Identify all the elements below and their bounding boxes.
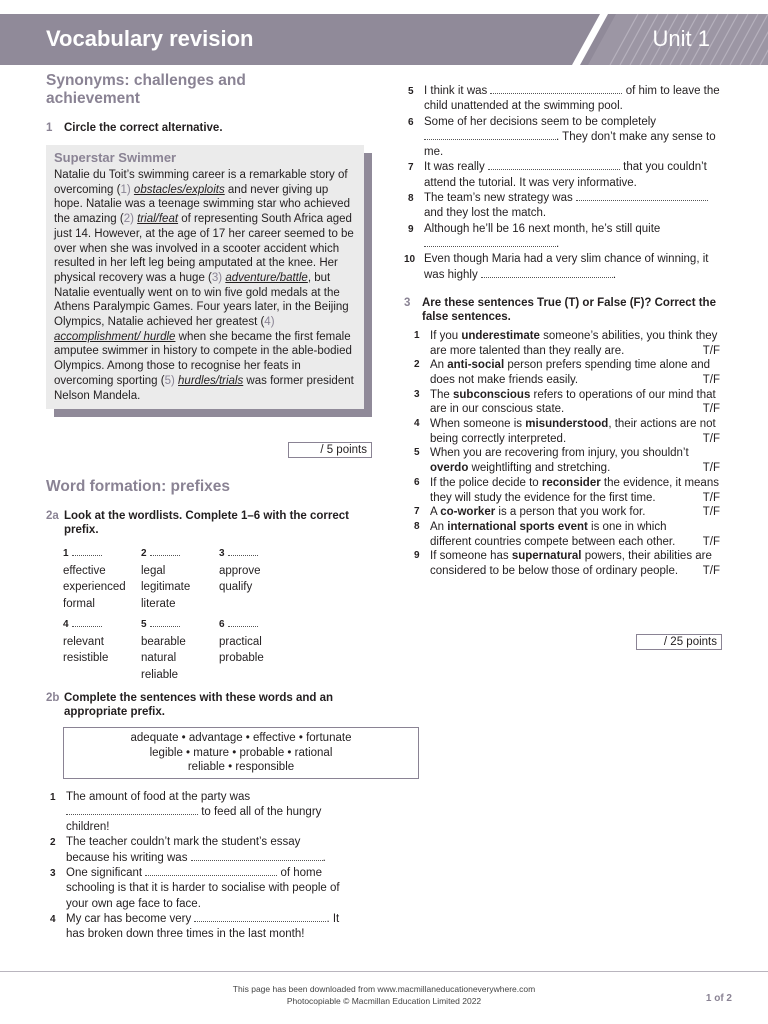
footer-divider [0,971,768,972]
wordlist-2: 2 legal legitimate literate [141,548,191,610]
word-box: adequate • advantage • effective • fortunate legible • mature • probable • rational reliable • responsible [63,727,419,779]
points-box-section1: / 5 points [288,442,372,458]
answer-blank[interactable] [191,851,323,861]
answer-blank[interactable] [424,237,556,247]
sentence-item: 1 The amount of food at the party was to feed all of the hungry children! [50,790,322,834]
answer-blank[interactable] [145,866,277,876]
tf-item: 8 An international sports event is one in which different countries compete between each other. T/F [414,521,720,548]
footer-download-note: This page has been downloaded from www.macmillaneducationeverywhere.com [232,984,536,994]
wordlist-6: 6 practical probable [219,619,264,664]
points-box-right: / 25 points [636,634,722,650]
prefix-blank-6[interactable] [228,617,258,627]
wordlist-1: 1 effective experienced formal [63,548,126,610]
story-text: Natalie du Toit’s swimming career is a remarkable story of overcoming (1) obstacles/exploits and never giving up hope. Natalie was a teenage swimming star who achieved the amazing (2) trial/feat of representing South Africa aged just 14. However, at the age of 17 her career seemed to be over when she was involved in a scooter accident which resulted in her left leg being amputated at the knee. Her physical recovery was a huge (3) adventure/battle, but Natalie eventually went on to win five gold medals at the Athens Paralympic Games. Four years later, in the Beijing Olympics, Natalie achieved her greatest (4) accomplishment/ hurdle when she became the first female amputee swimmer in history to compete in the able-bodied Olympics. Among those to recognise her feats in overcoming sporting (5) hurdles/trials was former president Nelson Mandela. [54,169,354,402]
tf-choice[interactable]: T/F [702,344,720,357]
sentence-item: 10 Even though Maria had a very slim chance of winning, it was highly . [404,253,709,281]
answer-blank[interactable] [490,84,622,94]
sentence-item: 8 The team’s new strategy was and they lost the match. [404,191,724,222]
footer [0,983,768,1007]
question-3-heading: 3 Are these sentences True (T) or False (F)? Correct the false sentences. [404,296,716,323]
left-column [46,72,376,409]
footer-copyright: Photocopiable © Macmillan Education Limited 2022 [286,996,482,1006]
unit-label: Unit 1 [652,26,710,51]
answer-blank[interactable] [424,130,556,140]
true-false-list [404,329,724,579]
answer-blank[interactable] [481,268,613,278]
answer-blank[interactable] [66,805,198,815]
sentence-item: 4 My car has become very . It has broken down three times in the last month! [50,912,340,941]
tf-choice[interactable]: T/F [702,462,720,475]
sentence-item: 5 I think it was of him to leave the child unattended at the swimming pool. [408,85,720,113]
word-formation-section [46,478,376,942]
wordlist-5: 5 bearable natural reliable [141,619,186,681]
answer-blank[interactable] [194,912,326,922]
tf-item: 3 The subconscious refers to operations of our mind that are in our conscious state. T/F [414,388,720,416]
tf-item: 4 When someone is misunderstood, their actions are not being correctly interpreted. T/F [414,418,720,445]
alternative-1[interactable]: obstacles/exploits [133,183,225,196]
prefix-blank-3[interactable] [228,546,258,556]
alternative-4[interactable]: accomplishment/ hurdle [54,330,176,343]
tf-choice[interactable]: T/F [702,491,720,504]
wordlists [63,545,376,683]
prefix-blank-5[interactable] [150,617,180,627]
story-box [46,145,364,409]
header-bar [0,14,768,65]
sentence-item: 2 The teacher couldn’t mark the student’s essay because his writing was . [50,836,326,864]
answer-blank[interactable] [488,160,620,170]
tf-choice[interactable]: T/F [702,432,720,445]
right-column [404,84,724,579]
alternative-5[interactable]: hurdles/trials [178,374,244,387]
alternative-2[interactable]: trial/feat [137,213,179,226]
story-title: Superstar Swimmer [54,150,177,165]
sentence-item: 6 Some of her decisions seem to be completely . They don’t make any sense to me. [408,115,716,159]
sentence-item: 9 Although he’ll be 16 next month, he’s still quite . [408,222,661,250]
wordlist-4: 4 relevant resistible [63,619,109,664]
question-1-heading: 1 Circle the correct alternative. [46,122,223,134]
sentence-item: 7 It was really that you couldn’t attend the tutorial. It was very informative. [408,161,707,189]
tf-choice[interactable]: T/F [702,565,720,578]
section-title-synonyms: Synonyms: challenges and achievement [46,72,246,107]
prefix-blank-1[interactable] [72,546,102,556]
tf-item: 5 When you are recovering from injury, you shouldn’t overdo weightlifting and stretching. T/F [414,447,720,475]
tf-item: 9 If someone has supernatural powers, their abilities are considered to be below those of ordinary people. T/F [414,550,720,578]
tf-choice[interactable]: T/F [702,535,720,548]
tf-item: 1 If you underestimate someone’s abilities, you think they are more talented than they really are. T/F [414,329,720,357]
question-2a-heading: 2a Look at the wordlists. Complete 1–6 with the correct prefix. [46,510,350,536]
tf-choice[interactable]: T/F [702,506,720,519]
page-title: Vocabulary revision [46,26,254,51]
sentences-2b [46,790,346,943]
tf-choice[interactable]: T/F [702,373,720,386]
tf-item: 6 If the police decide to reconsider the evidence, it means they will study the evidence for the first time. T/F [414,476,720,504]
alternative-3[interactable]: adventure/battle [225,271,308,284]
sentences-2b-continued [404,84,724,283]
sentence-item: 3 One significant of home schooling is that it is harder to socialise with people of your own age face to face. [50,866,340,910]
tf-choice[interactable]: T/F [702,403,720,416]
tf-item: 7 A co-worker is a person that you work for. T/F [414,506,720,519]
section-title-prefixes: Word formation: prefixes [46,478,231,495]
answer-blank[interactable] [576,191,708,201]
question-2b-heading: 2b Complete the sentences with these words and an appropriate prefix. [46,692,334,718]
prefix-blank-2[interactable] [150,546,180,556]
wordlist-3: 3 approve qualify [219,548,261,593]
page-number: 1 of 2 [705,993,732,1004]
prefix-blank-4[interactable] [72,617,102,627]
tf-item: 2 An anti-social person prefers spending time alone and does not make friends easily. T/F [414,359,720,386]
